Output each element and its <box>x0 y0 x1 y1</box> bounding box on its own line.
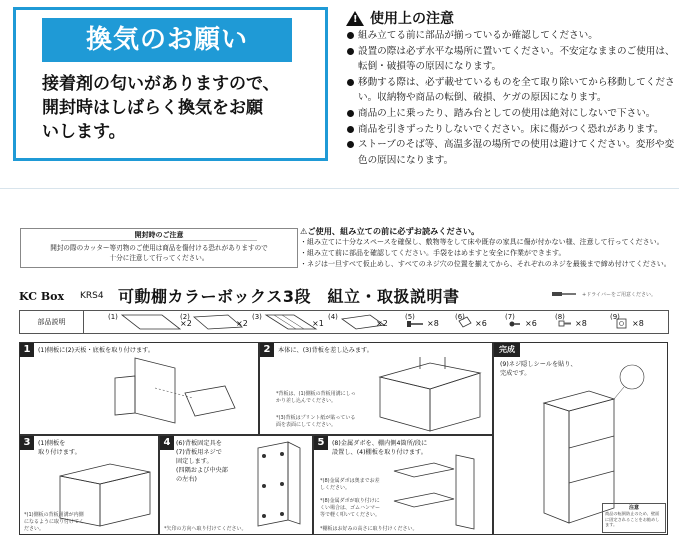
part-cover-sticker <box>610 311 668 333</box>
part-back-fixture <box>455 311 510 333</box>
fixture-icon <box>459 317 473 329</box>
caution-header <box>346 8 454 28</box>
complete-label: 完成 <box>494 343 520 357</box>
driver-note-text: +ドライバーをご用意ください。 <box>582 292 656 298</box>
caution-item: ストーブのそば等、高温多湿の場所での使用は避けてください。変形や変色の原因になります。 <box>346 137 676 168</box>
opening-notice-line: 開封の際のカッター等刃物のご使用は商品を傷付ける恐れがありますので <box>50 244 268 252</box>
opening-notice-line: 十分に注意して行ってください。 <box>109 254 209 262</box>
part-qty: ×1 <box>312 319 324 328</box>
sticker-icon <box>616 318 628 330</box>
pre-assembly-title-text: ご使用、組み立ての前に必ずお読みください。 <box>307 226 480 236</box>
step-3 <box>19 435 159 535</box>
part-qty: ×6 <box>475 319 487 328</box>
parts-list <box>19 310 669 334</box>
ventilation-line: 接着剤の匂いがありますので、 <box>42 74 280 94</box>
part-number: (1) <box>108 313 118 321</box>
panel-icon <box>266 313 316 331</box>
parts-label: 部品説明 <box>20 311 84 333</box>
step-text: 本体に、(3)背板を差し込みます。 <box>278 347 373 354</box>
step-text: の左右) <box>176 476 197 483</box>
part-qty: ×2 <box>376 319 388 328</box>
part-top-panel <box>180 311 260 333</box>
screw-icon <box>407 319 427 329</box>
model-number: KRS4 <box>80 291 104 301</box>
step-note: *(8)金属ダボは奥までお差しください。 <box>320 478 380 491</box>
dowel-icon <box>559 320 573 328</box>
step-number: 5 <box>314 436 328 450</box>
part-metal-dowel <box>555 311 610 333</box>
driver-note <box>582 291 656 298</box>
ventilation-line: 開封時はしばらく換気をお願 <box>42 98 263 118</box>
pre-assembly-item: ・組み立てに十分なスペースを確保し、敷物等をして床や既存の家具に傷が付かない様、注意して行ってください。 <box>300 238 664 246</box>
part-back-panel <box>252 311 332 333</box>
step-4-diagram <box>248 442 308 532</box>
step-text: (9)ネジ隠しシールを貼り、 <box>500 361 577 368</box>
opening-notice-box <box>20 228 298 268</box>
ventilation-title: 換気のお願い <box>42 18 292 62</box>
caution-item: 設置の際は必ず水平な場所に置いてください。不安定なままのご使用は、転倒・破損等の原因になります。 <box>346 44 676 75</box>
step-number: 3 <box>20 436 34 450</box>
part-qty: ×8 <box>575 319 587 328</box>
step-note: *棚板はお好みの高さに取り付けください。 <box>320 526 418 532</box>
step-number: 4 <box>160 436 174 450</box>
step-3-diagram <box>50 456 160 526</box>
step-5 <box>313 435 493 535</box>
step-text: (1)側板を <box>38 440 66 447</box>
warning-note: 商品の転倒防止のため、壁面に固定されることをお勧めします。 <box>605 511 660 527</box>
step-1 <box>19 342 259 435</box>
ventilation-text <box>42 72 322 144</box>
caution-item: 商品の上に乗ったり、踏み台としての使用は絶対にしないで下さい。 <box>346 106 676 122</box>
step-complete <box>493 342 668 535</box>
step-5-diagram <box>384 451 494 531</box>
step-note: *(1)側板の背板用溝が内側になるように取り付けてください。 <box>24 512 85 532</box>
warning-title: 注意 <box>628 505 639 511</box>
pre-assembly-item: ・ネジは一旦すべて仮止めし、すべてのネジ穴の位置を揃えてから、それぞれのネジを最後まで締め付けてください。 <box>300 260 671 268</box>
part-screw <box>405 311 460 333</box>
warning-icon: ⚠ <box>300 226 308 236</box>
step-text: 完成です。 <box>500 370 531 377</box>
part-number: (9) <box>610 313 620 321</box>
step-text: (四隅および中央部 <box>176 467 228 474</box>
complete-diagram <box>514 373 664 523</box>
part-qty: ×8 <box>427 319 439 328</box>
pre-assembly-item: ・組み立て前に部品を確認してください。手袋をはめますと安全に作業ができます。 <box>300 249 566 257</box>
manual-title: 可動棚カラーボックス3段 組立・取扱説明書 <box>118 287 460 306</box>
step-text: (6)背板固定具を <box>176 440 222 447</box>
part-number: (2) <box>180 313 190 321</box>
caution-item: 商品を引きずったりしないでください。床に傷がつく恐れがあります。 <box>346 122 676 138</box>
caution-item: 移動する際は、必ず載せているものを全て取り除いてから移動してください。収納物や商品の転倒、破損、ケガの原因になります。 <box>346 75 676 106</box>
step-1-diagram <box>115 358 245 428</box>
caution-title: 使用上の注意 <box>370 11 454 27</box>
screwdriver-icon <box>552 290 580 298</box>
step-2-diagram <box>370 357 490 427</box>
part-number: (8) <box>555 313 565 321</box>
pre-assembly-notes <box>300 226 675 270</box>
caution-item: 組み立てる前に部品が揃っているか確認してください。 <box>346 28 676 44</box>
panel-icon <box>122 313 182 331</box>
step-4 <box>159 435 313 535</box>
part-number: (7) <box>505 313 515 321</box>
part-shelf <box>328 311 408 333</box>
part-qty: ×2 <box>180 319 192 328</box>
wall-fix-warning-box <box>602 503 666 533</box>
step-text: 取り付けます。 <box>38 449 81 456</box>
warning-icon: ! <box>346 11 364 26</box>
step-note: *(8)金属ダボが取り付けにくい場合は、ゴムハンマー等で軽く叩いてください。 <box>320 498 381 518</box>
part-number: (5) <box>405 313 415 321</box>
step-number: 2 <box>260 343 274 357</box>
step-text: (8)金属ダボを、棚内側4箇所/段に <box>332 440 428 447</box>
part-qty: ×6 <box>525 319 537 328</box>
ventilation-line: いします。 <box>42 122 126 142</box>
pre-assembly-title <box>300 226 675 237</box>
step-number: 1 <box>20 343 34 357</box>
part-number: (4) <box>328 313 338 321</box>
step-2 <box>259 342 493 435</box>
step-text: 固定します。 <box>176 458 213 465</box>
part-qty: ×8 <box>632 319 644 328</box>
part-number: (6) <box>455 313 465 321</box>
opening-notice-title: 開封時のご注意 <box>61 230 257 241</box>
brand-logo: KC Box <box>19 290 65 303</box>
screw-icon <box>509 319 523 329</box>
caution-list <box>346 28 676 168</box>
part-back-screw <box>505 311 560 333</box>
step-text: (1)側板に(2)天板・底板を取り付けます。 <box>38 347 155 354</box>
part-qty: ×2 <box>236 319 248 328</box>
step-note: *矢印の方向へ取り付けてください。 <box>164 526 247 532</box>
step-text: 設置し、(4)棚板を取り付けます。 <box>332 449 427 456</box>
section-divider <box>0 188 679 189</box>
step-text: (7)背板用ネジで <box>176 449 222 456</box>
step-note: *背板は、(1)側板の背板用溝にしっかり差し込んでください。 <box>276 391 356 404</box>
part-number: (3) <box>252 313 262 321</box>
step-note: *(3)背板はプリント紙が貼っている面を表面にしてください。 <box>276 415 356 428</box>
